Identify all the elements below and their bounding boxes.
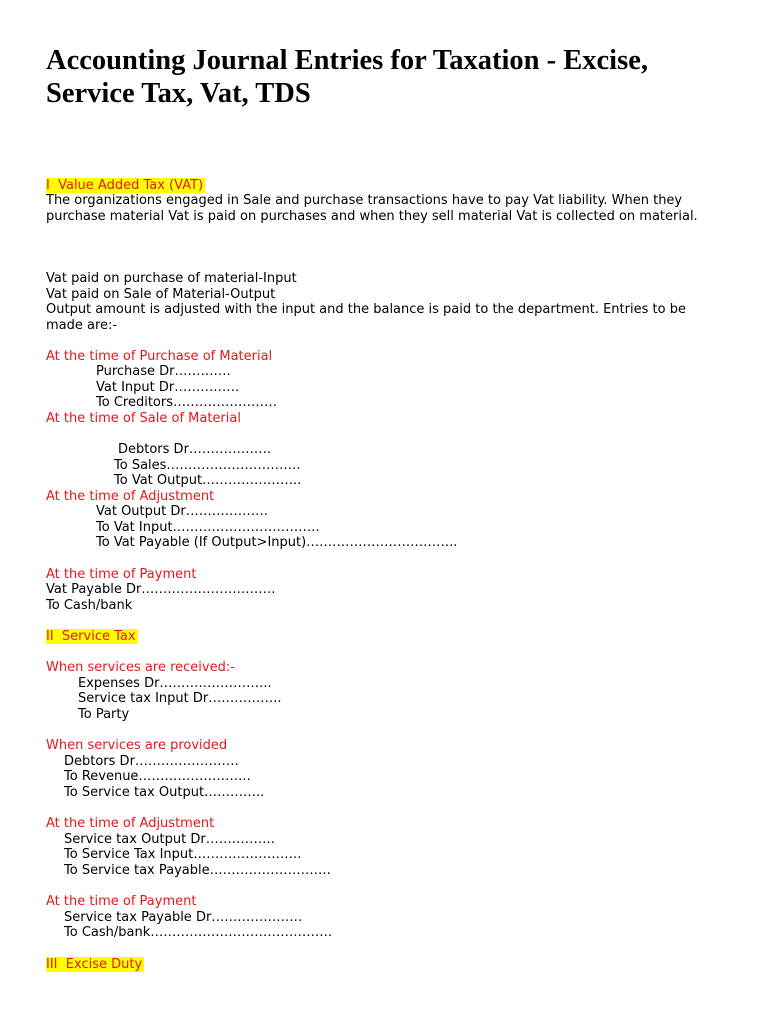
vat-purchase-heading: At the time of Purchase of Material — [46, 349, 273, 364]
page-title: Accounting Journal Entries for Taxation - Excise, Service Tax, Vat, TDS — [46, 45, 648, 109]
vat-sale-entry-1: Debtors Dr………………. — [118, 442, 272, 457]
st-payment-entry-2: To Cash/bank…………………………………… — [64, 925, 333, 940]
vat-output-line: Vat paid on Sale of Material-Output — [46, 287, 276, 302]
vat-sale-entry-3: To Vat Output………………….. — [114, 473, 302, 488]
st-provided-entry-1: Debtors Dr…………………… — [64, 754, 239, 769]
section-heading-vat: I Value Added Tax (VAT) — [46, 178, 204, 193]
st-received-entry-1: Expenses Dr…………………….. — [78, 676, 272, 691]
vat-intro: The organizations engaged in Sale and purchase transactions have to pay Vat liability. When they purchase material Vat is paid on purchases and when they sell material Vat is collected on material. — [46, 193, 698, 224]
st-payment-heading: At the time of Payment — [46, 894, 197, 909]
vat-adjustment-entry-2: To Vat Input……………………………. — [96, 520, 320, 535]
st-received-entry-3: To Party — [78, 707, 130, 722]
vat-adjust-line: Output amount is adjusted with the input and the balance is paid to the department. Entries to be made are:- — [46, 302, 686, 333]
vat-payment-entry-2: To Cash/bank — [46, 598, 133, 613]
st-adjustment-heading: At the time of Adjustment — [46, 816, 215, 831]
vat-sale-entry-2: To Sales…………………………. — [114, 458, 301, 473]
section-heading-service-tax: II Service Tax — [46, 629, 136, 644]
st-adjustment-entry-1: Service tax Output Dr……………. — [64, 832, 275, 847]
vat-input-line: Vat paid on purchase of material-Input — [46, 271, 297, 286]
section-heading-excise: III Excise Duty — [46, 957, 143, 972]
st-received-heading: When services are received:- — [46, 660, 235, 675]
vat-adjustment-entry-3: To Vat Payable (If Output>Input)…………………………….. — [96, 535, 458, 550]
vat-adjustment-heading: At the time of Adjustment — [46, 489, 215, 504]
vat-purchase-entry-3: To Creditors…………………… — [96, 395, 277, 410]
st-received-entry-2: Service tax Input Dr…………….. — [78, 691, 282, 706]
vat-purchase-entry-2: Vat Input Dr…………… — [96, 380, 240, 395]
vat-sale-heading: At the time of Sale of Material — [46, 411, 241, 426]
st-provided-heading: When services are provided — [46, 738, 228, 753]
vat-payment-entry-1: Vat Payable Dr…………………………. — [46, 582, 276, 597]
vat-adjustment-entry-1: Vat Output Dr………………. — [96, 504, 268, 519]
st-payment-entry-1: Service tax Payable Dr………………… — [64, 910, 303, 925]
st-provided-entry-3: To Service tax Output………….. — [64, 785, 265, 800]
st-adjustment-entry-2: To Service Tax Input……………………. — [64, 847, 302, 862]
vat-payment-heading: At the time of Payment — [46, 567, 197, 582]
st-provided-entry-2: To Revenue…………………….. — [64, 769, 251, 784]
vat-purchase-entry-1: Purchase Dr…………. — [96, 364, 231, 379]
st-adjustment-entry-3: To Service tax Payable………………………. — [64, 863, 331, 878]
